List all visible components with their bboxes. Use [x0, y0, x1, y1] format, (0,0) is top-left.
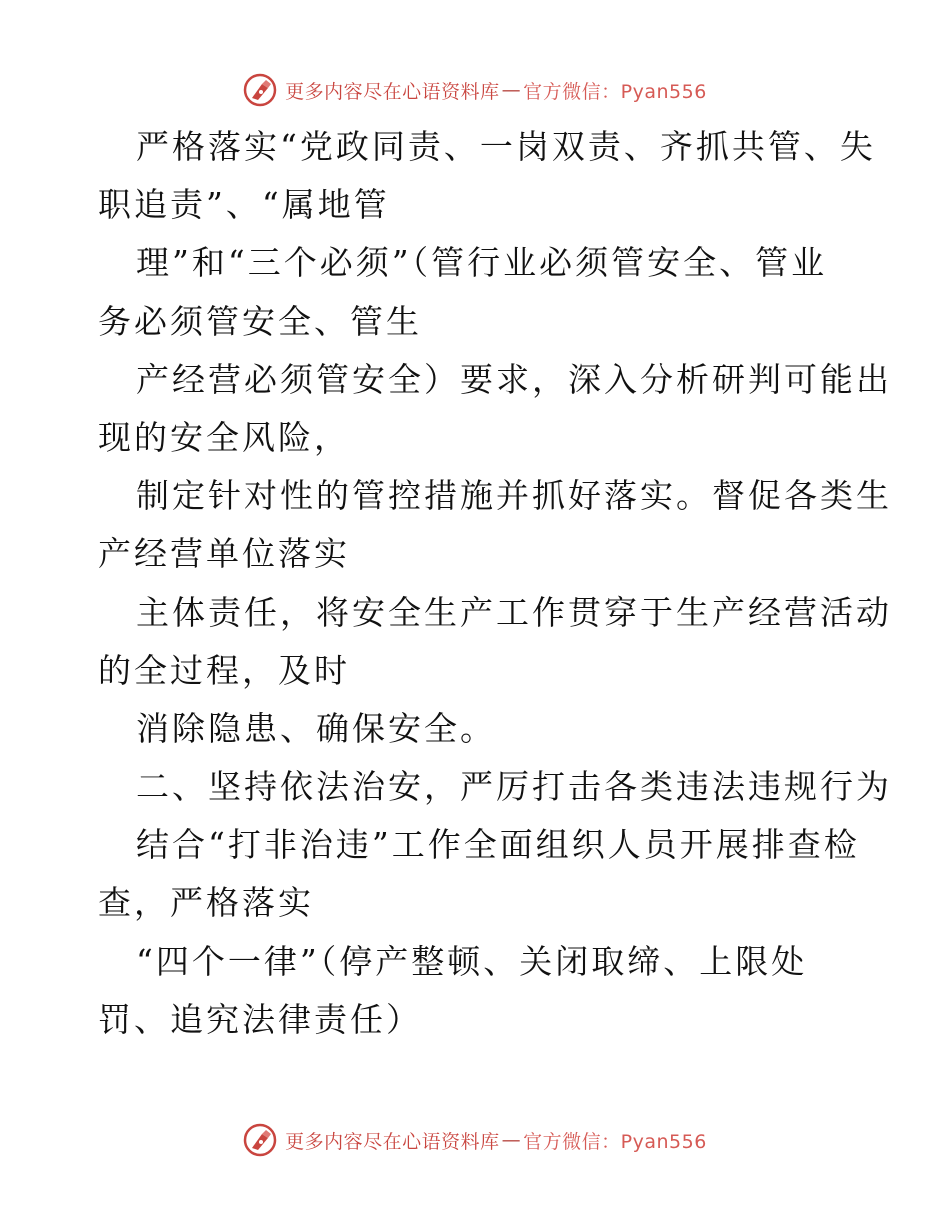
body-line: 务必须管安全、管生 [98, 301, 422, 341]
body-line: 制定针对性的管控措施并抓好落实。督促各类生 [136, 476, 892, 516]
body-line: 产经营单位落实 [98, 534, 350, 574]
footer-separator: — [501, 1129, 522, 1151]
body-line: 严格落实“党政同责、一岗双责、齐抓共管、失 [136, 127, 876, 166]
body-line: 消除隐患、确保安全。 [136, 708, 496, 748]
section-heading: 二、坚持依法治安，严厉打击各类违法违规行为 [136, 767, 892, 807]
footer-brand-text: 更多内容尽在心语资料库 [285, 1130, 500, 1153]
body-line: 理”和“三个必须”（管行业必须管安全、管业 [136, 243, 828, 283]
body-line: 罚、追究法律责任） [98, 999, 422, 1039]
header-banner [0, 68, 950, 112]
body-line: 现的安全风险， [98, 417, 350, 457]
body-line: 主体责任，将安全生产工作贯穿于生产经营活动 [136, 592, 892, 632]
body-line: 职追责”、“属地管 [98, 185, 390, 225]
footer-contact-text: 官方微信：Pyan556 [523, 1130, 707, 1153]
body-line: 查，严格落实 [98, 883, 314, 923]
footer-banner [0, 1118, 950, 1162]
header-separator: — [501, 79, 522, 101]
header-contact-text: 官方微信：Pyan556 [523, 80, 707, 103]
pen-nib-logo-icon [243, 73, 277, 107]
body-line: “四个一律”（停产整顿、关闭取缔、上限处 [136, 941, 808, 981]
body-line: 结合“打非治违”工作全面组织人员开展排查检 [136, 825, 860, 865]
body-line: 产经营必须管安全）要求，深入分析研判可能出 [136, 359, 892, 399]
body-line: 的全过程，及时 [98, 650, 350, 690]
header-brand-text: 更多内容尽在心语资料库 [285, 80, 500, 103]
document-body [98, 118, 892, 1049]
pen-nib-logo-icon [243, 1123, 277, 1157]
